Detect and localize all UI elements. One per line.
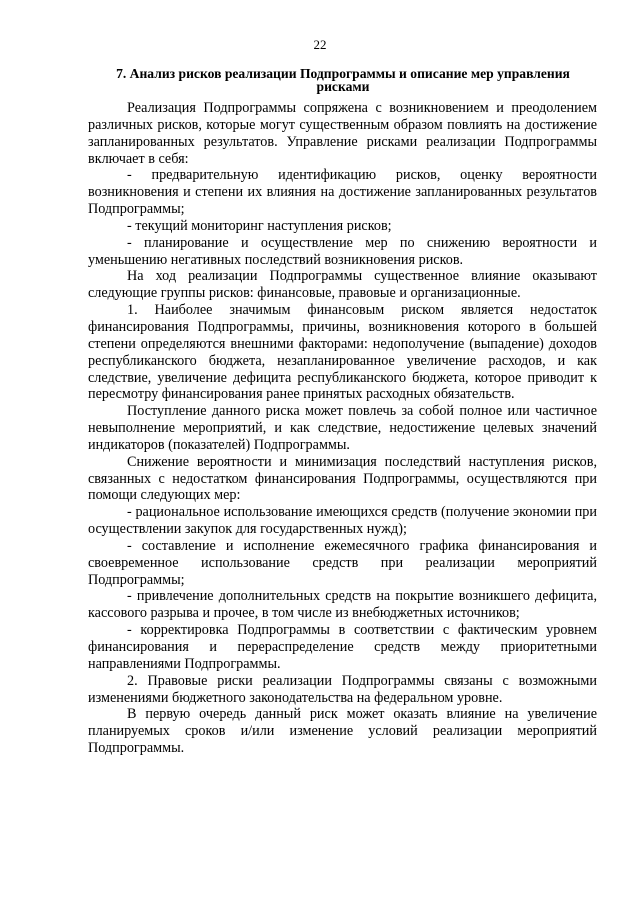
list-item-risk-monitoring: - текущий мониторинг наступления рисков; (127, 217, 392, 234)
list-item-monthly-schedule: - составление и исполнение ежемесячного графика финансирования и своевременное использование средств при реализации мероприятий Подпрограммы; (88, 537, 597, 588)
paragraph-risk-groups: На ход реализации Подпрограммы существенное влияние оказывают следующие группы рисков: финансовые, правовые и организационные. (88, 268, 597, 302)
paragraph-legal-risk-impact: В первую очередь данный риск может оказать влияние на увеличение планируемых сроков и/или изменение условий реализации мероприятий Подпрограммы. (88, 706, 597, 757)
page-number: 22 (313, 37, 327, 52)
list-item-program-adjustment: - корректировка Подпрограммы в соответствии с фактическим уровнем финансирования и перераспределение средств между приоритетными направлениями Подпрограммы. (88, 622, 597, 672)
list-item-rational-use: - рациональное использование имеющихся средств (получение экономии при осуществлении закупок для государственных нужд); (88, 504, 597, 538)
body-text (88, 100, 597, 757)
paragraph-risk-management-intro: Реализация Подпрограммы сопряжена с возникновением и преодолением различных рисков, которые могут существенным образом повлиять на достижение запланированных результатов. Управление рисками реализации Подпрограммы включает в себя: (88, 100, 597, 167)
list-item-additional-funds: - привлечение дополнительных средств на покрытие возникшего дефицита, кассового разрыва и прочее, в том числе из внебюджетных источников; (88, 588, 597, 622)
list-item-risk-mitigation-planning: - планирование и осуществление мер по снижению вероятности и уменьшению негативных последствий возникновения рисков. (88, 234, 597, 268)
paragraph-financial-risk: 1. Наиболее значимым финансовым риском является недостаток финансирования Подпрограммы, причины, возникновения которого в большей степени определяются внешними факторами: недополучение (выпадение) доходов республиканского бюджета, незапланированное увеличение расходов, и как следствие, увеличение дефицита республиканского бюджета, которое приводит к пересмотру финансирования ранее принятых расходных обязательств. (88, 302, 597, 403)
paragraph-legal-risks: 2. Правовые риски реализации Подпрограммы связаны с возможными изменениями бюджетного законодательства на федеральном уровне. (88, 672, 597, 706)
paragraph-financial-risk-measures: Снижение вероятности и минимизация последствий наступления рисков, связанных с недостатком финансирования Подпрограммы, осуществляются при помощи следующих мер: (88, 453, 597, 504)
paragraph-financial-risk-consequences: Поступление данного риска может повлечь за собой полное или частичное невыполнение мероприятий, и как следствие, недостижение целевых значений индикаторов (показателей) Подпрограммы. (88, 403, 597, 453)
list-item-risk-identification: - предварительную идентификацию рисков, оценку вероятности возникновения и степени их влияния на достижение запланированных результатов Подпрограммы; (88, 167, 597, 218)
section-heading: 7. Анализ рисков реализации Подпрограммы и описание мер управления рисками (116, 66, 570, 94)
